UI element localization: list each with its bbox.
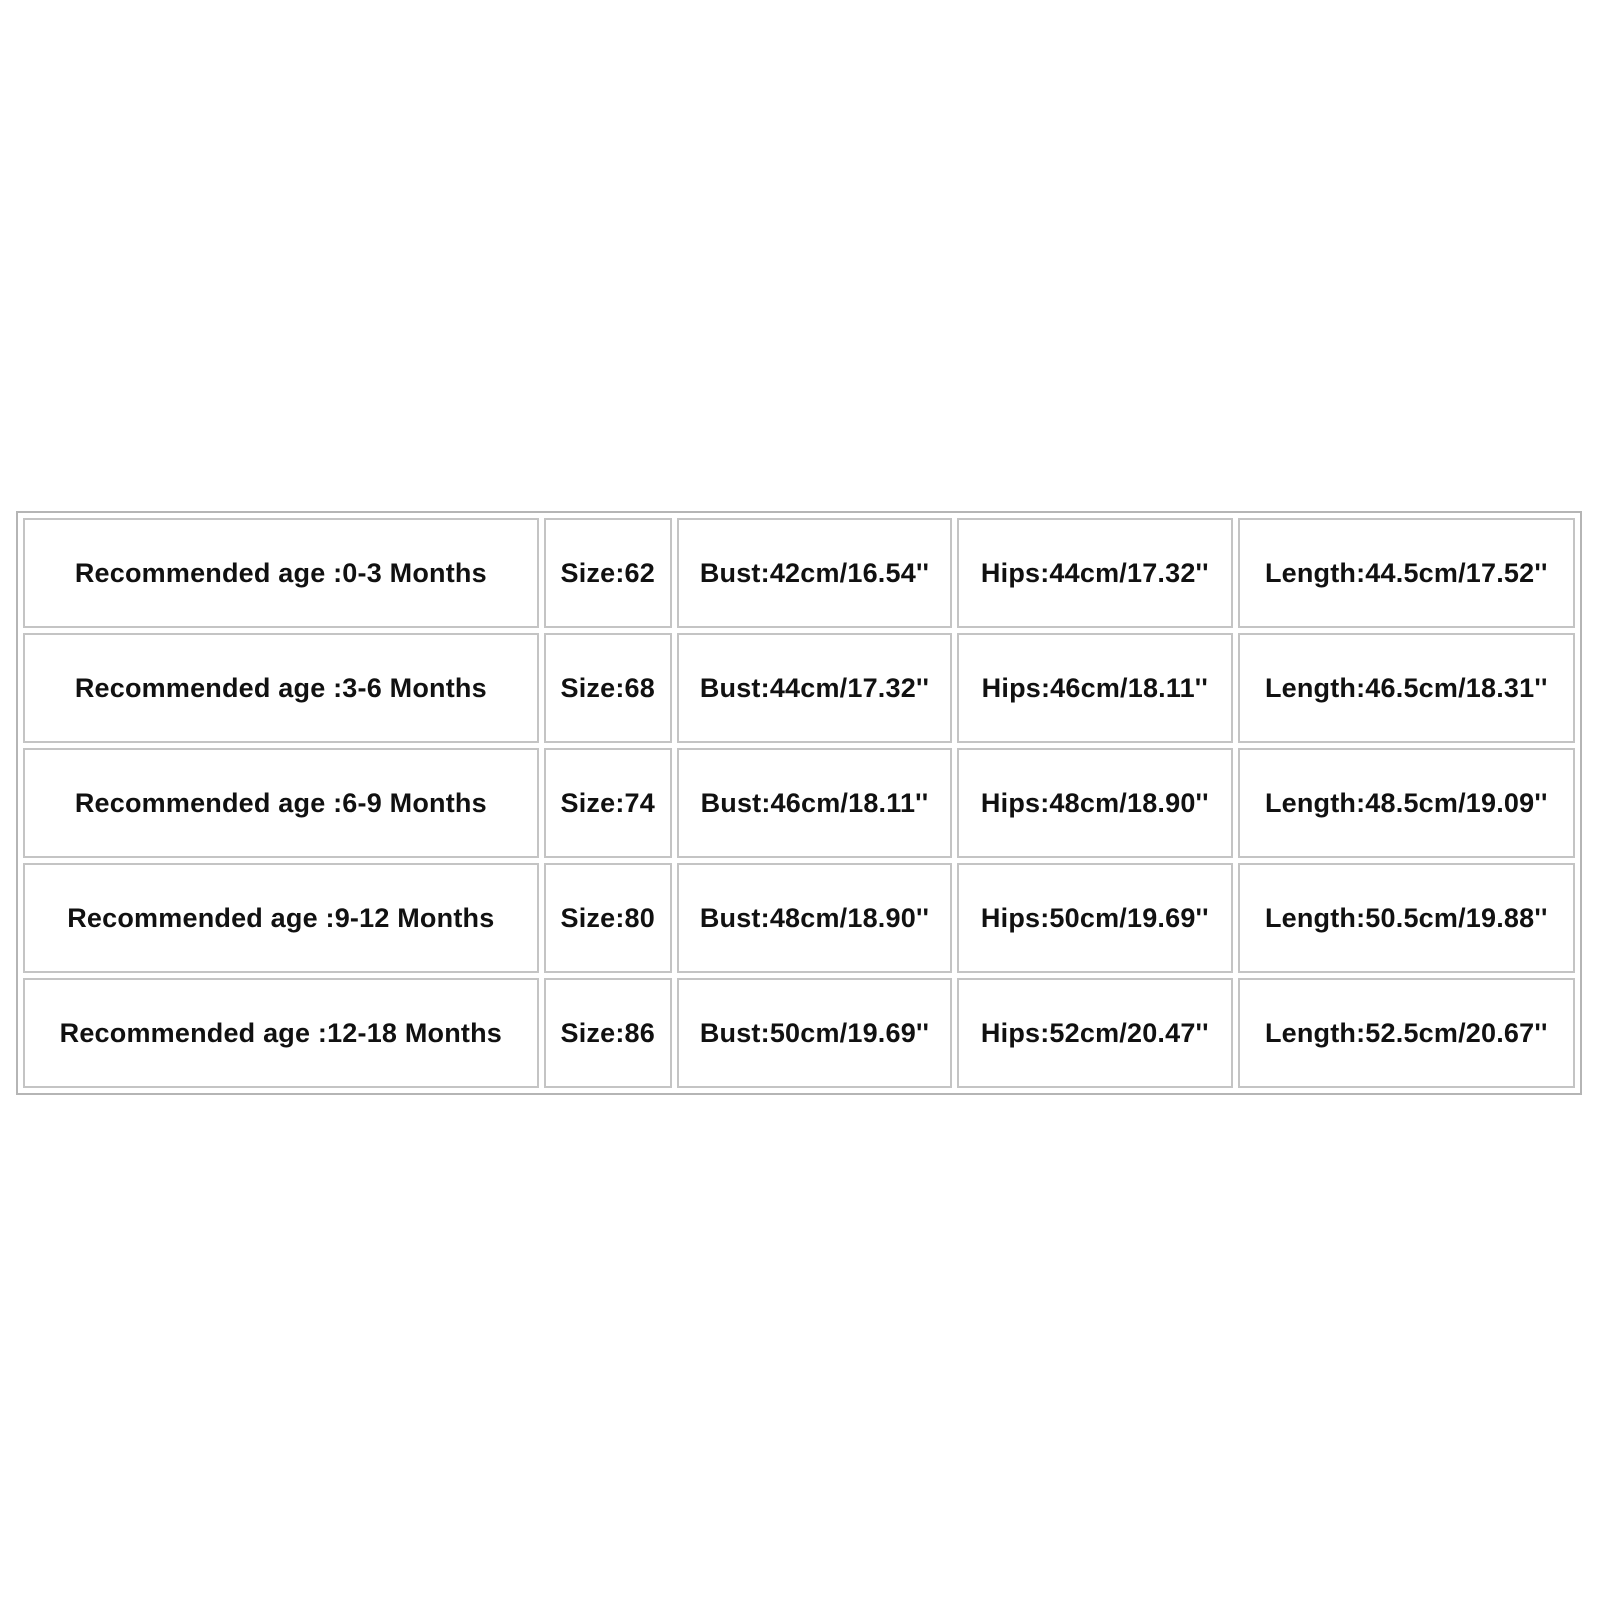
age-cell: Recommended age :3-6 Months [23,633,539,743]
size-cell: Size:68 [544,633,672,743]
hips-cell: Hips:44cm/17.32'' [957,518,1232,628]
bust-cell: Bust:48cm/18.90'' [677,863,952,973]
age-cell: Recommended age :12-18 Months [23,978,539,1088]
table-row [23,518,1575,628]
bust-cell: Bust:44cm/17.32'' [677,633,952,743]
table-row [23,978,1575,1088]
length-cell: Length:46.5cm/18.31'' [1238,633,1575,743]
size-cell: Size:74 [544,748,672,858]
hips-cell: Hips:52cm/20.47'' [957,978,1232,1088]
table-row [23,863,1575,973]
size-cell: Size:80 [544,863,672,973]
hips-cell: Hips:48cm/18.90'' [957,748,1232,858]
length-cell: Length:48.5cm/19.09'' [1238,748,1575,858]
age-cell: Recommended age :0-3 Months [23,518,539,628]
length-cell: Length:50.5cm/19.88'' [1238,863,1575,973]
hips-cell: Hips:46cm/18.11'' [957,633,1232,743]
table-row [23,748,1575,858]
length-cell: Length:52.5cm/20.67'' [1238,978,1575,1088]
hips-cell: Hips:50cm/19.69'' [957,863,1232,973]
size-cell: Size:62 [544,518,672,628]
length-cell: Length:44.5cm/17.52'' [1238,518,1575,628]
bust-cell: Bust:50cm/19.69'' [677,978,952,1088]
bust-cell: Bust:46cm/18.11'' [677,748,952,858]
bust-cell: Bust:42cm/16.54'' [677,518,952,628]
size-cell: Size:86 [544,978,672,1088]
age-cell: Recommended age :6-9 Months [23,748,539,858]
age-cell: Recommended age :9-12 Months [23,863,539,973]
size-chart [16,511,1582,1095]
table-row [23,633,1575,743]
size-chart-table [18,513,1580,1093]
